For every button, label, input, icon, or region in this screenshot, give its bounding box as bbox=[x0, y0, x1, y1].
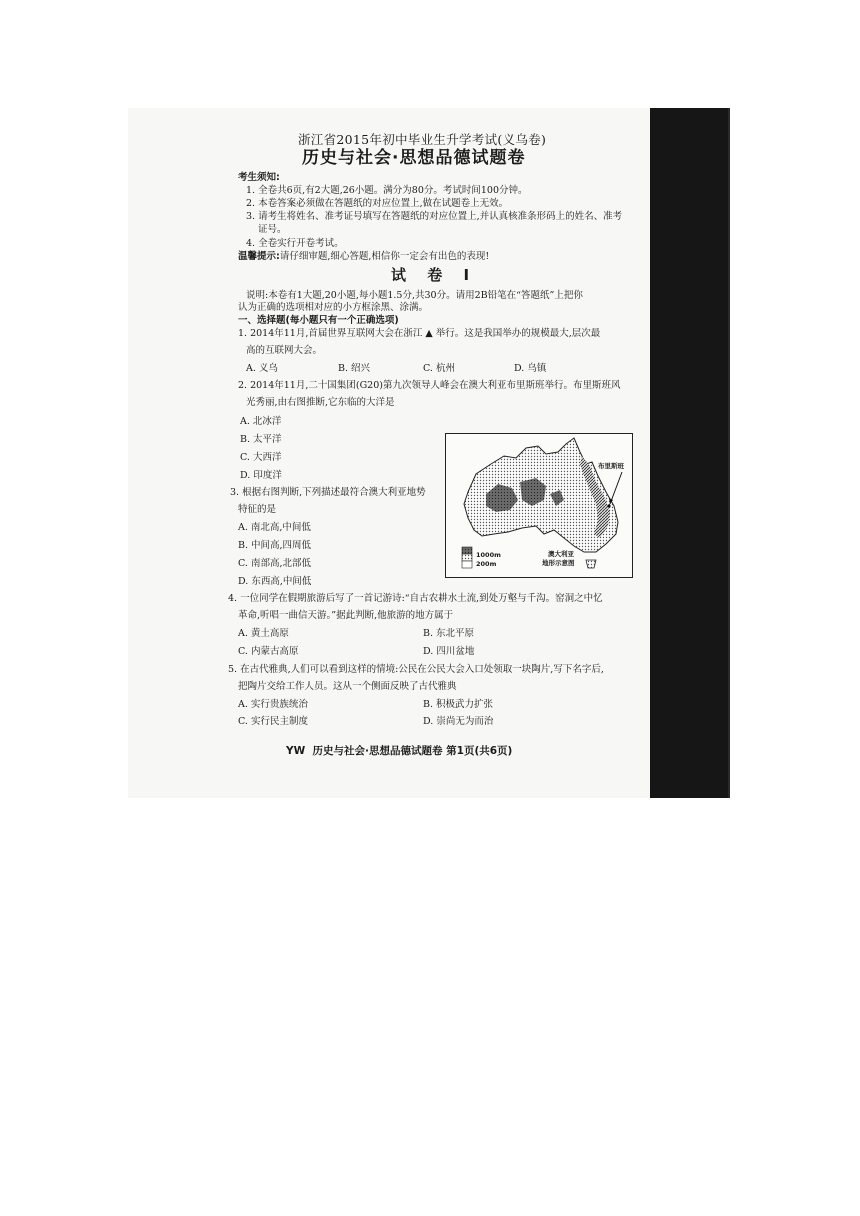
option: C. 杭州 bbox=[423, 363, 455, 374]
australia-terrain-map bbox=[445, 433, 633, 578]
option: C. 内蒙古高原 bbox=[238, 646, 299, 657]
footer-text: 历史与社会·思想品德试题卷 第1页(共6页) bbox=[312, 745, 513, 757]
section-title: 试 卷 Ⅰ bbox=[391, 266, 478, 284]
question-1-cont: 高的互联网大会。 bbox=[246, 345, 323, 356]
question-5: 5. 在古代雅典,人们可以看到这样的情境:公民在公民大会入口处领取一块陶片,写下名字后, bbox=[228, 664, 604, 675]
footer-code: YW bbox=[286, 745, 306, 757]
option: C. 实行民主制度 bbox=[238, 716, 308, 727]
option: B. 中间高,四周低 bbox=[238, 540, 312, 551]
tip-line bbox=[238, 251, 489, 263]
tip-text: 请仔细审题,细心答题,相信你一定会有出色的表现! bbox=[279, 251, 490, 262]
option: D. 东西高,中间低 bbox=[238, 576, 312, 587]
option: A. 义乌 bbox=[246, 363, 278, 374]
option: C. 大西洋 bbox=[240, 452, 282, 463]
notice-item: 1. 全卷共6页,有2大题,26小题。满分为80分。考试时间100分钟。 bbox=[246, 185, 528, 196]
question-2-cont: 光秀丽,由右图推断,它东临的大洋是 bbox=[246, 397, 395, 408]
option: B. 太平洋 bbox=[240, 434, 282, 445]
question-4-cont: 革命,听唱一曲信天游。”据此判断,他旅游的地方属于 bbox=[238, 610, 454, 621]
dark-background-strip bbox=[650, 108, 730, 798]
section-desc: 说明:本卷有1大题,20小题,每小题1.5分,共30分。请用2B铅笔在“答题纸”上把你 bbox=[246, 290, 583, 301]
option: C. 南部高,北部低 bbox=[238, 558, 311, 569]
notice-item: 证号。 bbox=[258, 224, 287, 235]
option: D. 崇尚无为而治 bbox=[423, 716, 494, 727]
option: B. 绍兴 bbox=[338, 363, 371, 374]
option: A. 南北高,中间低 bbox=[238, 522, 311, 533]
question-1: 1. 2014年11月,首届世界互联网大会在浙江 ▲ 举行。这是我国举办的规模最大,层次最 bbox=[238, 328, 601, 339]
option: D. 乌镇 bbox=[514, 363, 547, 374]
map-caption: 地形示意图 bbox=[542, 559, 575, 567]
question-4: 4. 一位同学在假期旅游后写了一首记游诗:“自古农耕水土流,到处万壑与千沟。窑洞之中忆 bbox=[228, 593, 603, 604]
notice-item: 3. 请考生将姓名、准考证号填写在答题纸的对应位置上,并认真核准条形码上的姓名、准考 bbox=[246, 211, 623, 222]
tip-label: 温馨提示: bbox=[238, 251, 280, 262]
section-desc: 认为正确的选项相对应的小方框涂黑、涂满。 bbox=[238, 302, 429, 313]
question-5-cont: 把陶片交给工作人员。这从一个侧面反映了古代雅典 bbox=[238, 681, 457, 692]
legend-1000m: 1000m bbox=[476, 551, 501, 559]
brisbane-label: 布里斯班 bbox=[598, 462, 624, 470]
notice-item: 2. 本卷答案必须做在答题纸的对应位置上,做在试题卷上无效。 bbox=[246, 198, 509, 209]
map-caption: 澳大利亚 bbox=[548, 550, 574, 558]
legend-200m: 200m bbox=[476, 560, 497, 568]
exam-subtitle: 历史与社会·思想品德试题卷 bbox=[302, 148, 526, 168]
question-3: 3. 根据右图判断,下列描述最符合澳大利亚地势 bbox=[230, 487, 426, 498]
option: A. 实行贵族统治 bbox=[238, 699, 308, 710]
option: A. 北冰洋 bbox=[240, 416, 282, 427]
option: A. 黄土高原 bbox=[238, 628, 289, 639]
notice-item: 4. 全卷实行开卷考试。 bbox=[246, 238, 344, 249]
question-3-cont: 特征的是 bbox=[238, 504, 277, 515]
option: B. 积极武力扩张 bbox=[423, 699, 494, 710]
option: B. 东北平原 bbox=[423, 628, 475, 639]
part-heading: 一、选择题(每小题只有一个正确选项) bbox=[238, 315, 399, 326]
question-2: 2. 2014年11月,二十国集团(G20)第九次领导人峰会在澳大利亚布里斯班举行。布里斯班风 bbox=[238, 380, 621, 391]
australia-outline-icon bbox=[446, 434, 631, 576]
exam-title: 浙江省2015年初中毕业生升学考试(义乌卷) bbox=[298, 132, 547, 147]
notice-heading: 考生须知: bbox=[238, 172, 280, 183]
option: D. 四川盆地 bbox=[423, 646, 475, 657]
option: D. 印度洋 bbox=[240, 470, 282, 481]
page-footer bbox=[286, 745, 512, 757]
